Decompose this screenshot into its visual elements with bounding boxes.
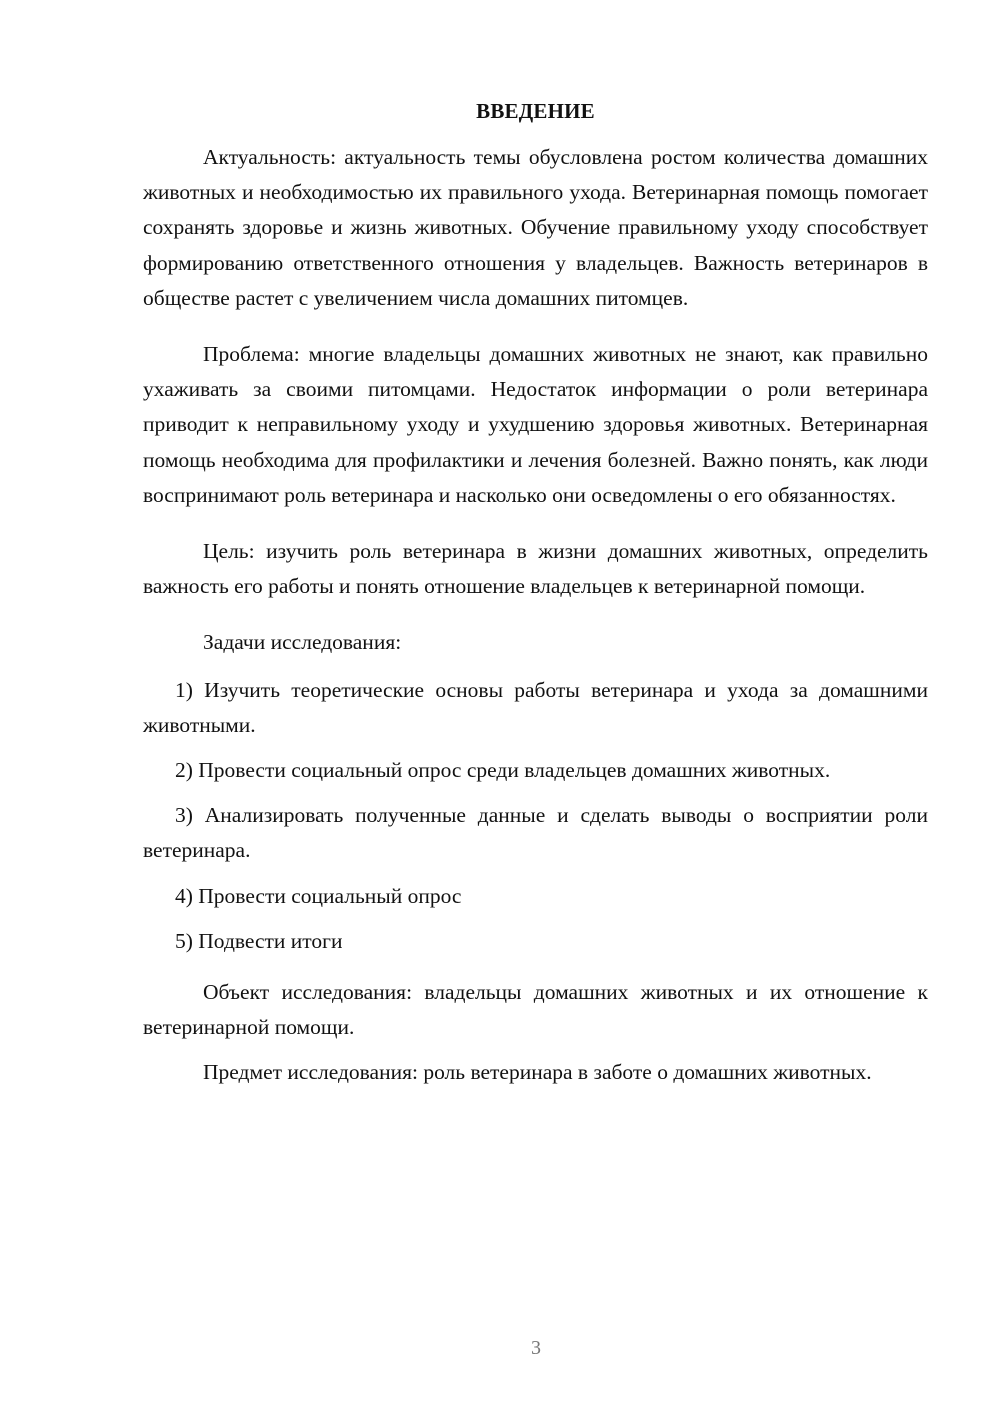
document-body	[143, 96, 928, 1112]
document-title: ВВЕДЕНИЕ	[476, 99, 595, 123]
tasks-heading: Задачи исследования:	[203, 630, 402, 655]
task-item-1: 1) Изучить теоретические основы работы ветеринара и ухода за домашними животными.	[143, 677, 928, 737]
paragraph-relevance: Актуальность: актуальность темы обусловлена ростом количества домашних животных и необходимостью их правильного ухода. Ветеринарная помощь помогает сохранять здоровье и жизнь животных. Обучение правильному уходу способствует формированию ответственного отношения у владельцев. Важность ветеринаров в обществе растет с увеличением числа домашних питомцев.	[143, 145, 928, 310]
task-item-4: 4) Провести социальный опрос	[175, 883, 462, 908]
paragraph-subject: Предмет исследования: роль ветеринара в заботе о домашних животных.	[203, 1060, 872, 1085]
task-item-5: 5) Подвести итоги	[175, 928, 343, 953]
task-item-2: 2) Провести социальный опрос среди владельцев домашних животных.	[175, 758, 831, 783]
paragraph-object: Объект исследования: владельцы домашних животных и их отношение к ветеринарной помощи.	[143, 980, 928, 1040]
paragraph-goal: Цель: изучить роль ветеринара в жизни домашних животных, определить важность его работы и понять отношение владельцев к ветеринарной помощи.	[143, 539, 928, 599]
task-item-3: 3) Анализировать полученные данные и сделать выводы о восприятии роли ветеринара.	[143, 803, 928, 863]
page-number: 3	[531, 1337, 541, 1359]
paragraph-problem: Проблема: многие владельцы домашних животных не знают, как правильно ухаживать за своими питомцами. Недостаток информации о роли ветеринара приводит к неправильному уходу и ухудшению здоровья животных. Ветеринарная помощь необходима для профилактики и лечения болезней. Важно понять, как люди воспринимают роль ветеринара и насколько они осведомлены о его обязанностях.	[143, 342, 928, 507]
